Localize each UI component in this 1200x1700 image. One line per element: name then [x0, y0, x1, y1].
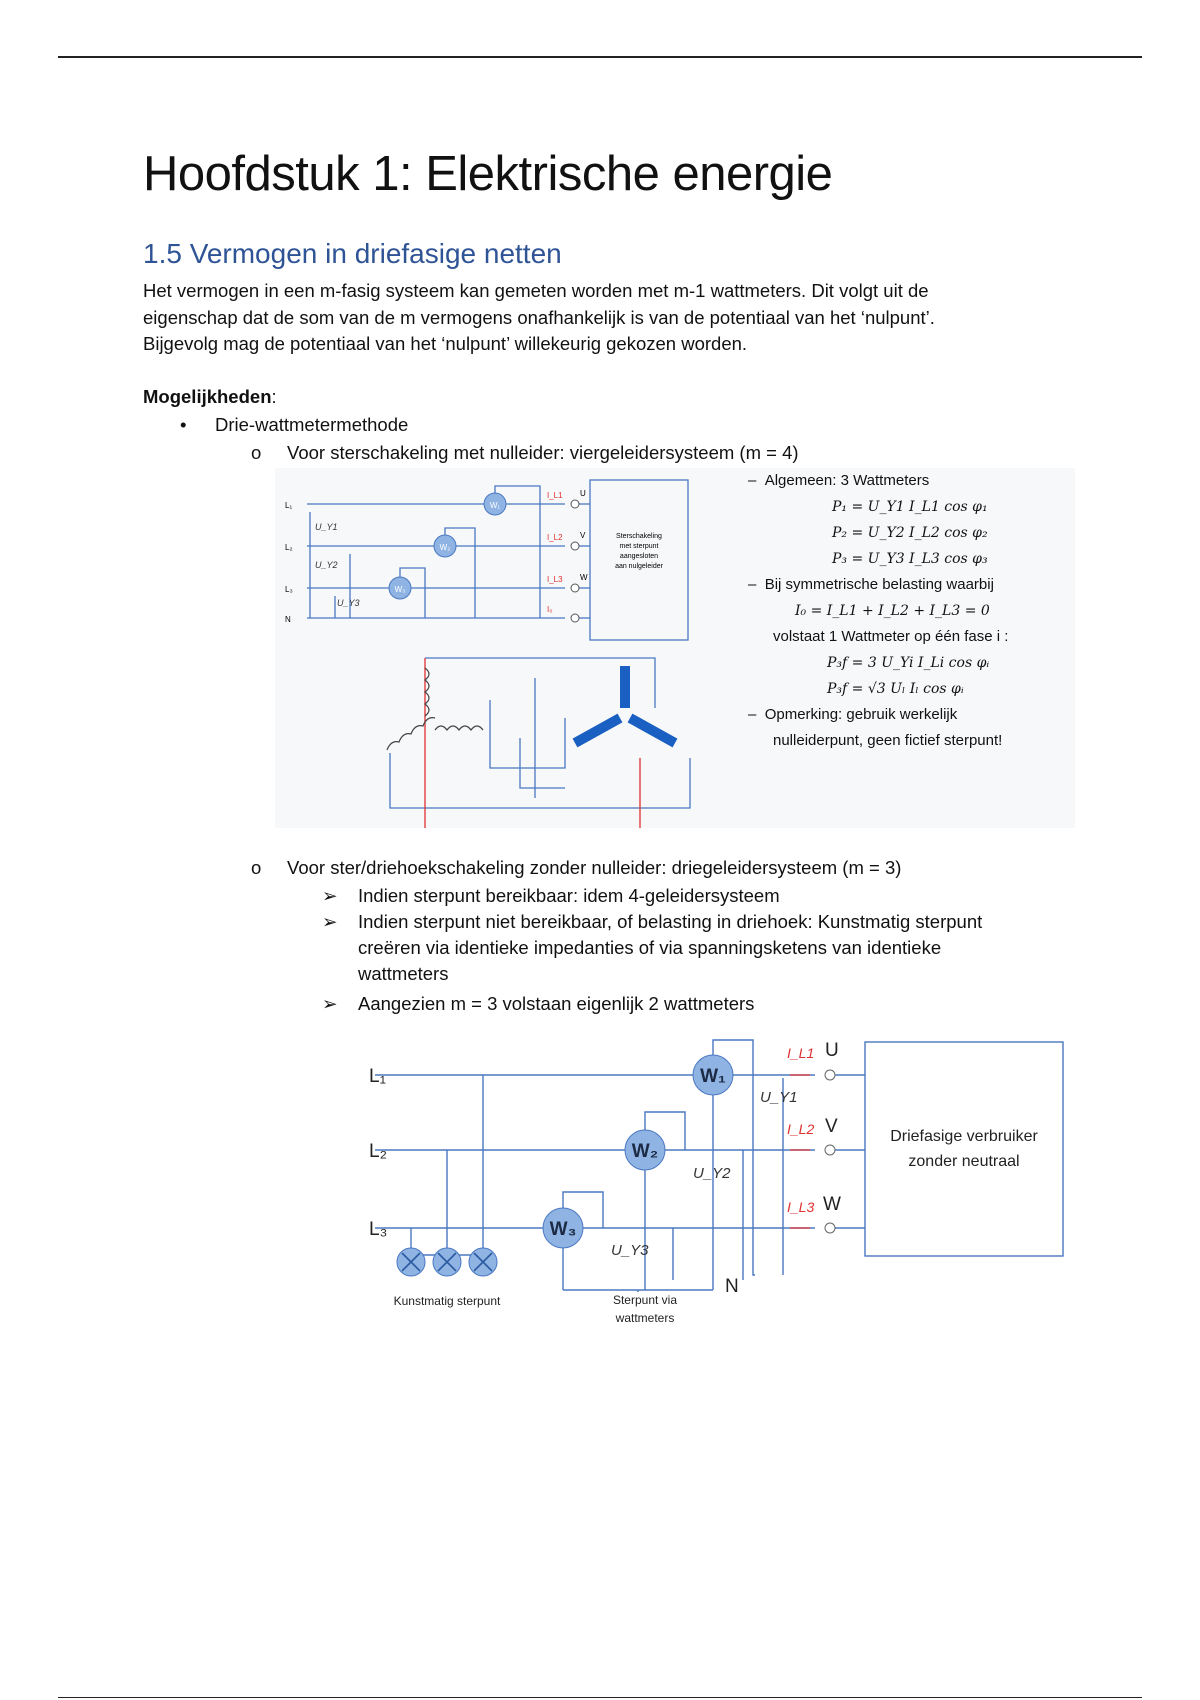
phase-w: W	[823, 1194, 841, 1215]
artificial-star-caption: Kunstmatig sterpunt	[393, 1294, 501, 1308]
current-il1: I_L1	[547, 491, 563, 500]
footer-rule	[58, 1697, 1142, 1698]
line-label-l1: L₁	[369, 1066, 386, 1087]
terminal-w	[571, 584, 579, 592]
note-remark-text: Opmerking: gebruik werkelijk	[764, 706, 958, 723]
intro-line: eigenschap dat de som van de m vermogens onafhankelijk is van de potentiaal van het ‘nulpunt’.	[143, 306, 935, 328]
dash: –	[748, 576, 757, 593]
current-il2: I_L2	[787, 1121, 815, 1137]
note-general	[748, 468, 929, 494]
phase-w: W	[580, 573, 588, 582]
intro-line: Bijgevolg mag de potentiaal van het ‘nulpunt’ willekeurig gekozen worden.	[143, 333, 748, 354]
line-label-n: N	[285, 615, 291, 624]
mogelijkheden-label: Mogelijkheden	[143, 386, 272, 407]
meter-label-2: W₂	[439, 543, 451, 552]
meter-star-caption: Sterpunt via	[612, 1293, 678, 1307]
phase-u: U	[825, 1040, 839, 1061]
current-il3: I_L3	[547, 575, 563, 584]
arrow-bullet: ➢	[322, 911, 338, 932]
equation-p3f-b: P₃f = √3 Uₗ Iₗ cos φᵢ	[827, 681, 964, 697]
dash: –	[748, 706, 757, 723]
mogelijkheden-colon: :	[271, 386, 277, 407]
voltage-uy1: U_Y1	[760, 1089, 798, 1106]
dash: –	[748, 472, 757, 489]
voltage-uy3: U_Y3	[611, 1242, 649, 1259]
meter-label-w2: W₂	[631, 1141, 659, 1162]
equation-p3f-a: P₃f = 3 U_Yi I_Li cos φᵢ	[827, 655, 990, 671]
mogelijkheden-heading	[143, 384, 277, 410]
sub-item-2-cont: wattmeters	[358, 963, 449, 984]
method-label: Drie-wattmetermethode	[215, 414, 409, 435]
chapter-title: Hoofdstuk 1: Elektrische energie	[143, 147, 833, 201]
line-label-l2: L₂	[369, 1141, 387, 1162]
meter-star-caption: wattmeters	[615, 1311, 675, 1325]
line-label-l1: L₁	[285, 501, 293, 510]
box-label-line: Sterschakeling	[616, 533, 662, 540]
terminal-v	[825, 1145, 835, 1155]
sub-item-1: Indien sterpunt bereikbaar: idem 4-geleidersysteem	[358, 885, 780, 906]
terminal-n	[571, 614, 579, 622]
voltage-uy1: U_Y1	[315, 522, 338, 532]
terminal-u	[825, 1070, 835, 1080]
intro-paragraph	[143, 278, 1043, 358]
meter-label-w1: W₁	[700, 1066, 726, 1087]
current-il2: I_L2	[547, 533, 563, 542]
case1-bullet: o	[251, 442, 262, 463]
neutral-n: N	[725, 1276, 739, 1297]
phase-v: V	[825, 1116, 838, 1137]
terminal-u	[571, 500, 579, 508]
intro-line: Het vermogen in een m-fasig systeem kan gemeten worden met m-1 wattmeters. Dit volgt uit de	[143, 280, 929, 301]
meter-label-3: W₃	[394, 585, 406, 594]
note-symmetric	[748, 572, 994, 598]
note-remark	[748, 702, 957, 728]
terminal-w	[825, 1223, 835, 1233]
case1-label: Voor sterschakeling met nulleider: viergeleidersysteem (m = 4)	[287, 442, 799, 463]
meter-label-w3: W₃	[549, 1219, 577, 1240]
phase-v: V	[580, 531, 586, 540]
three-wire-diagram	[355, 1030, 1075, 1330]
note-suffices: volstaat 1 Wattmeter op één fase i :	[773, 628, 1009, 645]
section-title: 1.5 Vermogen in driefasige netten	[143, 238, 562, 269]
arrow-bullet: ➢	[322, 993, 338, 1014]
voltage-uy3: U_Y3	[337, 598, 360, 608]
phase-u: U	[580, 489, 586, 498]
equation-i0: I₀ = I_L1 + I_L2 + I_L3 = 0	[795, 603, 990, 619]
load-label-1: Driefasige verbruiker	[890, 1128, 1038, 1145]
meter-label-1: W₁	[489, 501, 501, 510]
line-label-l2: L₂	[285, 543, 293, 552]
terminal-v	[571, 542, 579, 550]
sub-item-3: Aangezien m = 3 volstaan eigenlijk 2 wattmeters	[358, 993, 755, 1014]
sub-item-2: Indien sterpunt niet bereikbaar, of belasting in driehoek: Kunstmatig sterpunt	[358, 911, 983, 932]
current-il3: I_L3	[787, 1199, 815, 1215]
current-i0: I₀	[547, 605, 553, 614]
box-label-line: aan nulgeleider	[615, 563, 663, 570]
line-label-l3: L₃	[285, 585, 293, 594]
bullet-dot: •	[180, 414, 187, 435]
equation-p3: P₃ = U_Y3 I_L3 cos φ₃	[832, 551, 988, 567]
equation-p1: P₁ = U_Y1 I_L1 cos φ₁	[832, 499, 988, 515]
box-label-line: aangesloten	[619, 553, 659, 560]
current-il1: I_L1	[787, 1045, 815, 1061]
artificial-star-impedances	[397, 1248, 497, 1276]
line-label-l3: L₃	[369, 1219, 388, 1240]
sub-item-2-cont: creëren via identieke impedanties of via spanningsketens van identieke	[358, 937, 942, 958]
note-general-text: Algemeen: 3 Wattmeters	[764, 472, 930, 489]
case2-label: Voor ster/driehoekschakeling zonder nulleider: driegeleidersysteem (m = 3)	[287, 857, 902, 878]
note-symmetric-text: Bij symmetrische belasting waarbij	[764, 576, 994, 593]
header-rule	[58, 56, 1142, 58]
equation-p2: P₂ = U_Y2 I_L2 cos φ₂	[832, 525, 988, 541]
voltage-uy2: U_Y2	[315, 560, 338, 570]
arrow-bullet: ➢	[322, 885, 338, 906]
box-label-line: met sterpunt	[619, 543, 659, 550]
load-label-2: zonder neutraal	[908, 1153, 1020, 1170]
voltage-uy2: U_Y2	[693, 1165, 731, 1182]
case2-bullet: o	[251, 857, 262, 878]
note-remark-cont: nulleiderpunt, geen fictief sterpunt!	[773, 732, 1003, 749]
